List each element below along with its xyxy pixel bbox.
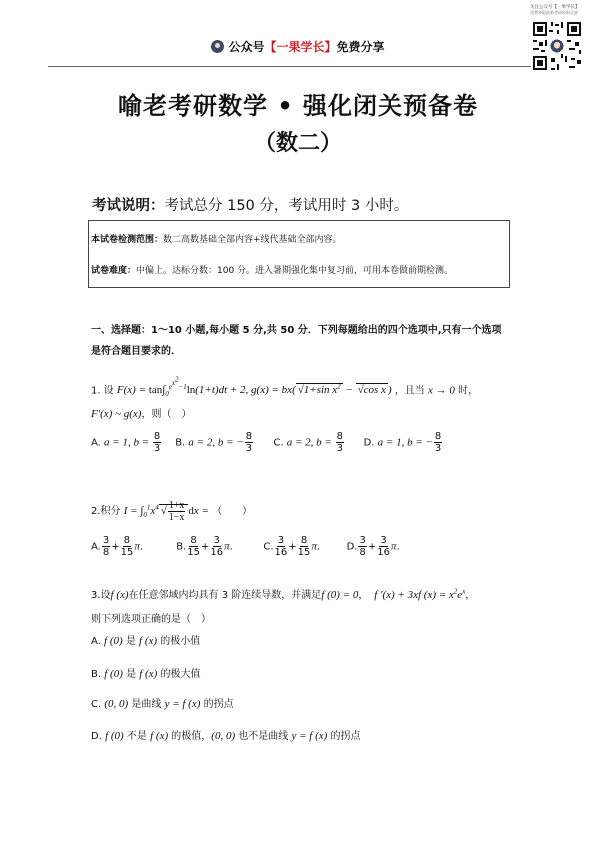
q1-options: [91, 431, 443, 454]
section-heading-line2: 是符合题目要求的．: [91, 346, 181, 357]
q3-option-b[interactable]: B. f (0) 是 f (x) 的极大值: [91, 668, 201, 680]
q2-options: [91, 535, 400, 558]
header-divider: [48, 66, 534, 67]
difficulty-line: [91, 263, 453, 276]
header-suffix: 免费分享: [336, 40, 385, 54]
section-heading-line1: 一、选择题：1～10 小题,每小题 5 分,共 50 分．下列每题给出的四个选项中,只有一个选项: [91, 325, 502, 336]
difficulty-label: 试卷难度：: [91, 266, 137, 276]
info-box: [88, 220, 510, 288]
q2-prefix: 2.积分: [91, 506, 121, 518]
qr-caption-2: 免费领取最新考研资料全部: [530, 10, 578, 15]
q1-line2-suffix: ，则（ ）: [141, 409, 192, 420]
q3-ode: f '(x) + 3xf $(x) = x^2e^x$: [371, 587, 466, 601]
q2-option-a[interactable]: A. $\frac{3}{8}$ + $\frac{8}{15}$ π.: [91, 535, 144, 558]
q1-option-a[interactable]: A. a = 1, b = $\frac{8}{3}$: [91, 431, 161, 454]
q2-suffix: （ ）: [212, 506, 253, 518]
q2-integral: $I = \int_0^1x^4$ √ $\frac{1+x}{1-x}$ dx =: [123, 500, 209, 523]
exam-note: [92, 194, 408, 215]
q1-equivalence: F'(x) ~ g(x): [91, 408, 142, 420]
question-3-line1: 3.设f (x)在任意邻域内均具有 3 阶连续导数，并满足f (0) = 0， f '(x) + 3xf $(x) = x^2e^x$，: [91, 587, 476, 601]
q3-option-a[interactable]: A. f (0) 是 f (x) 的极小值: [91, 635, 201, 647]
q3-option-c[interactable]: C. (0, 0) 是曲线 y = f (x) 的拐点: [91, 698, 234, 710]
header-brand: 【一果学长】: [264, 40, 337, 54]
q3-line2: 则下列选项正确的是（ ）: [91, 614, 211, 625]
q1-option-b[interactable]: B. a = 2, b = − $\frac{8}{3}$: [175, 431, 253, 454]
q2-option-c[interactable]: C. $\frac{3}{16}$ + $\frac{8}{15}$ π.: [263, 535, 321, 558]
qr-caption-1: 关注公众号【一果学长】: [530, 5, 580, 10]
scope-line: [91, 232, 342, 245]
q3-f0: f (0) = 0: [321, 589, 359, 601]
q1-option-c[interactable]: C. a = 2, b = $\frac{8}{3}$: [273, 431, 343, 454]
scope-text: 数二高数基础全部内容+线代基础全部内容。: [163, 235, 342, 245]
q1-formula-F: $F(x) = \tan\int_0^{e^{x^2}-1}\ln(1+t)dt + 2$, g(x) = bx( √1+sin $x^2 - √\cos$ x ): [116, 376, 392, 399]
q1-condition: x → 0: [428, 384, 455, 397]
q3-t3: ，: [358, 590, 369, 601]
q1-option-d[interactable]: D. a = 1, b = − $\frac{8}{3}$: [363, 431, 442, 454]
q3-option-d[interactable]: D. f (0) 不是 f (x) 的极值，(0, 0) 也不是曲线 y = f (x) 的拐点: [91, 730, 361, 742]
question-1-line2: [91, 405, 191, 420]
q1-mid: ，且当: [394, 385, 425, 397]
q3-t1: 3.设: [91, 590, 111, 601]
page-title: 喻老考研数学 • 强化闭关预备卷: [117, 92, 479, 120]
exam-note-text: 考试总分 150 分，考试用时 3 小时。: [164, 198, 409, 214]
exam-note-label: 考试说明：: [92, 198, 165, 214]
qr-code-icon: [531, 20, 583, 72]
header-prefix: 公众号: [228, 40, 265, 54]
question-1-line1: [91, 376, 478, 399]
difficulty-text: 中偏上。达标分数：100 分。进入暑期强化集中复习前，可用本卷做前期检测。: [136, 266, 454, 276]
q1-prefix: 1. 设: [91, 385, 114, 397]
avatar-icon: [211, 40, 224, 53]
q2-option-b[interactable]: B. $\frac{8}{15}$ + $\frac{3}{16}$ π.: [176, 535, 233, 558]
q3-fx: f (x): [110, 589, 129, 601]
q2-option-d[interactable]: D. $\frac{3}{8}$ + $\frac{3}{16}$ π.: [346, 535, 400, 558]
scope-label: 本试卷检测范围：: [91, 235, 164, 245]
q3-t2: 在任意邻域内均具有 3 阶连续导数，并满足: [128, 590, 322, 601]
section-heading: [91, 320, 511, 362]
page-subtitle: （数二）: [253, 131, 342, 156]
page-header: [0, 38, 596, 55]
question-2-line: [91, 500, 252, 523]
q1-cond-suffix: 时，: [458, 385, 479, 397]
